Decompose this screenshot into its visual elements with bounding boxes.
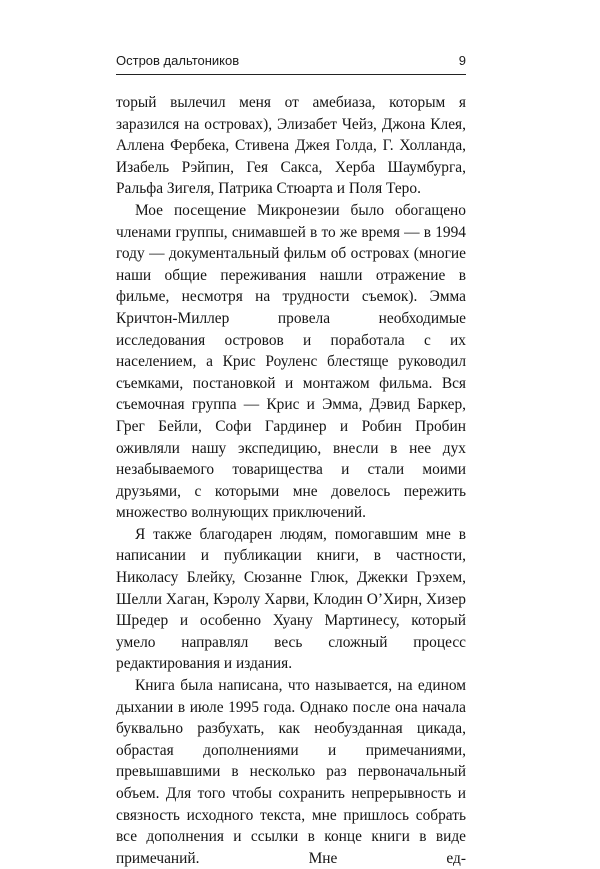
body-text [116,92,466,869]
paragraph-acknowledgements: Я также благодарен людям, помогавшим мне в написании и публикации книги, в частности, Николасу Блейку, Сюзанне Глюк, Джекки Грэхем, Шелли Хаган, Кэролу Харви, Клодин О’Хирн, Хизер Шредер и особенно Хуану Мартинесу, который умело направлял весь сложный процесс редактирования и издания. [116,525,466,673]
paragraph-micronesia-film: Мое посещение Микронезии было обогащено членами группы, снимавшей в то же время — в 1994 году — документальный фильм об островах (многие наши общие переживания нашли отражение в фильме, несмотря на трудности съемок). Эмма Кричтон-Миллер провела необходимые исследования островов и поработала с их населением, а Крис Роуленс блестяще руководил съемками, постановкой и монтажом фильма. Вся съемочная группа — Крис и Эмма, Дэвид Баркер, Грег Бейли, Софи Гардинер и Робин Пробин оживляли нашу экспедицию, внесли в нее дух незабываемого товарищества и стали моими друзьями, с которыми мне довелось пережить множество волнующих приключений. [116,201,466,522]
paragraph-book-writing: Книга была написана, что называется, на едином дыхании в июле 1995 года. Однако после она начала буквально разбухать, как необузданная цикада, обрастая дополнениями и примечаниями, превышавшими в несколько раз первоначальный объем. Для того чтобы сохранить непрерывность и связность исходного текста, мне пришлось собрать все дополнения и ссылки в конце книги в виде примечаний. Мне ед- [116,677,466,867]
book-title: Остров дальтоников [116,53,240,68]
page-number: 9 [458,53,466,68]
running-head [116,51,466,73]
paragraph-continued: торый вылечил меня от амебиаза, которым я заразился на островах), Элизабет Чейз, Джона Клея, Аллена Фербека, Стивена Джея Голда, Г. Холланда, Изабель Рэйпин, Гея Сакса, Херба Шаумбурга, Ральфа Зигеля, Патрика Стюарта и Поля Теро. [116,94,466,198]
header-divider [116,74,466,75]
